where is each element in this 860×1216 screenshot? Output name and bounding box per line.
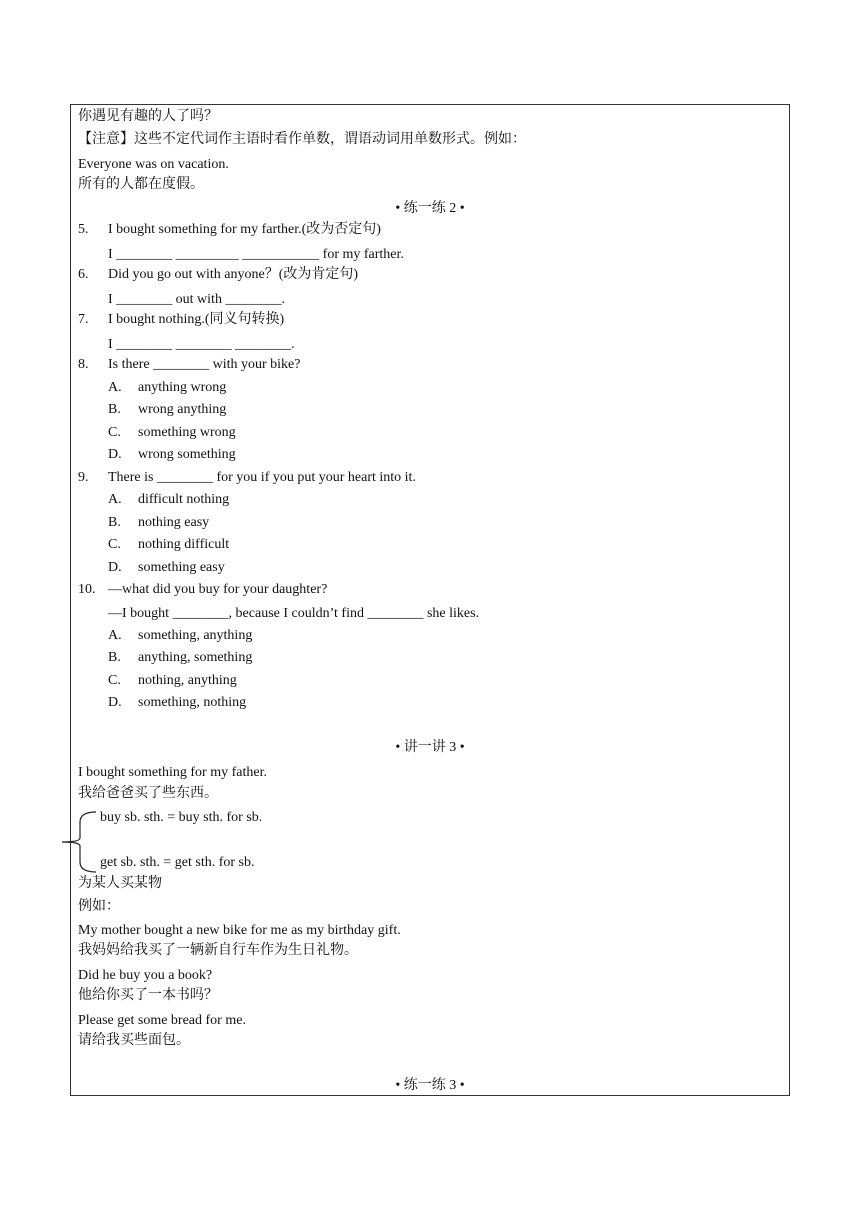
q9-option-c-label: C.	[108, 537, 121, 552]
example-label: 例如：	[78, 899, 120, 914]
q8-option-a-label: A.	[108, 380, 122, 395]
q9-option-a-label: A.	[108, 492, 122, 507]
explain-example-en: I bought something for my father.	[78, 765, 267, 780]
pattern-buy: buy sb. sth. = buy sth. for sb.	[100, 810, 263, 825]
example-3-en: Please get some bread for me.	[78, 1013, 246, 1028]
q8-option-c: something wrong	[138, 425, 236, 440]
example-cn: 所有的人都在度假。	[78, 177, 204, 192]
q9-option-c: nothing difficult	[138, 537, 230, 552]
practice-2-heading: • 练一练 2 •	[395, 201, 465, 216]
q5-answer-line: I ________ _________ ___________ for my farther.	[108, 247, 404, 262]
explain-3-heading: • 讲一讲 3 •	[395, 740, 465, 755]
q9-option-a: difficult nothing	[138, 492, 230, 507]
q6-text: Did you go out with anyone？(改为肯定句)	[108, 267, 359, 282]
q8-option-d: wrong something	[138, 447, 236, 462]
q10-option-a-label: A.	[108, 628, 122, 643]
q8-number: 8.	[78, 357, 89, 372]
q8-option-c-label: C.	[108, 425, 121, 440]
note-text: 【注意】这些不定代词作主语时看作单数，谓语动词用单数形式。例如：	[78, 132, 526, 147]
q6-answer-line: I ________ out with ________.	[108, 292, 285, 307]
q10-text: —what did you buy for your daughter?	[108, 582, 328, 597]
q9-option-b: nothing easy	[138, 515, 210, 530]
pattern-get: get sb. sth. = get sth. for sb.	[100, 855, 255, 870]
q5-text: I bought something for my farther.(改为否定句)	[108, 222, 381, 237]
q10-option-c-label: C.	[108, 673, 121, 688]
q5-number: 5.	[78, 222, 89, 237]
q8-option-b: wrong anything	[138, 402, 227, 417]
brace-icon	[60, 810, 100, 874]
practice-3-heading: • 练一练 3 •	[395, 1078, 465, 1093]
q10-option-c: nothing, anything	[138, 673, 237, 688]
q10-option-a: something, anything	[138, 628, 253, 643]
q7-answer-line: I ________ ________ ________.	[108, 337, 295, 352]
q9-option-d: something easy	[138, 560, 225, 575]
example-2-cn: 他给你买了一本书吗？	[78, 988, 218, 1003]
q8-text: Is there ________ with your bike?	[108, 357, 301, 372]
q10-option-b-label: B.	[108, 650, 121, 665]
pattern-meaning: 为某人买某物	[78, 876, 162, 891]
q8-option-b-label: B.	[108, 402, 121, 417]
q8-option-a: anything wrong	[138, 380, 227, 395]
q10-number: 10.	[78, 582, 96, 597]
explain-example-cn: 我给爸爸买了些东西。	[78, 786, 218, 801]
q10-option-b: anything, something	[138, 650, 253, 665]
q7-text: I bought nothing.(同义句转换)	[108, 312, 285, 327]
example-3-cn: 请给我买些面包。	[78, 1033, 190, 1048]
q9-option-d-label: D.	[108, 560, 122, 575]
q8-option-d-label: D.	[108, 447, 122, 462]
q7-number: 7.	[78, 312, 89, 327]
example-1-en: My mother bought a new bike for me as my birthday gift.	[78, 923, 401, 938]
q9-text: There is ________ for you if you put your heart into it.	[108, 470, 416, 485]
q9-option-b-label: B.	[108, 515, 121, 530]
example-en: Everyone was on vacation.	[78, 157, 229, 172]
q10-option-d-label: D.	[108, 695, 122, 710]
intro-question-cn: 你遇见有趣的人了吗？	[78, 109, 218, 124]
example-2-en: Did he buy you a book?	[78, 968, 213, 983]
q6-number: 6.	[78, 267, 89, 282]
q10-text-2: —I bought ________, because I couldn’t find ________ she likes.	[108, 606, 480, 621]
example-1-cn: 我妈妈给我买了一辆新自行车作为生日礼物。	[78, 943, 358, 958]
q10-option-d: something, nothing	[138, 695, 247, 710]
q9-number: 9.	[78, 470, 89, 485]
